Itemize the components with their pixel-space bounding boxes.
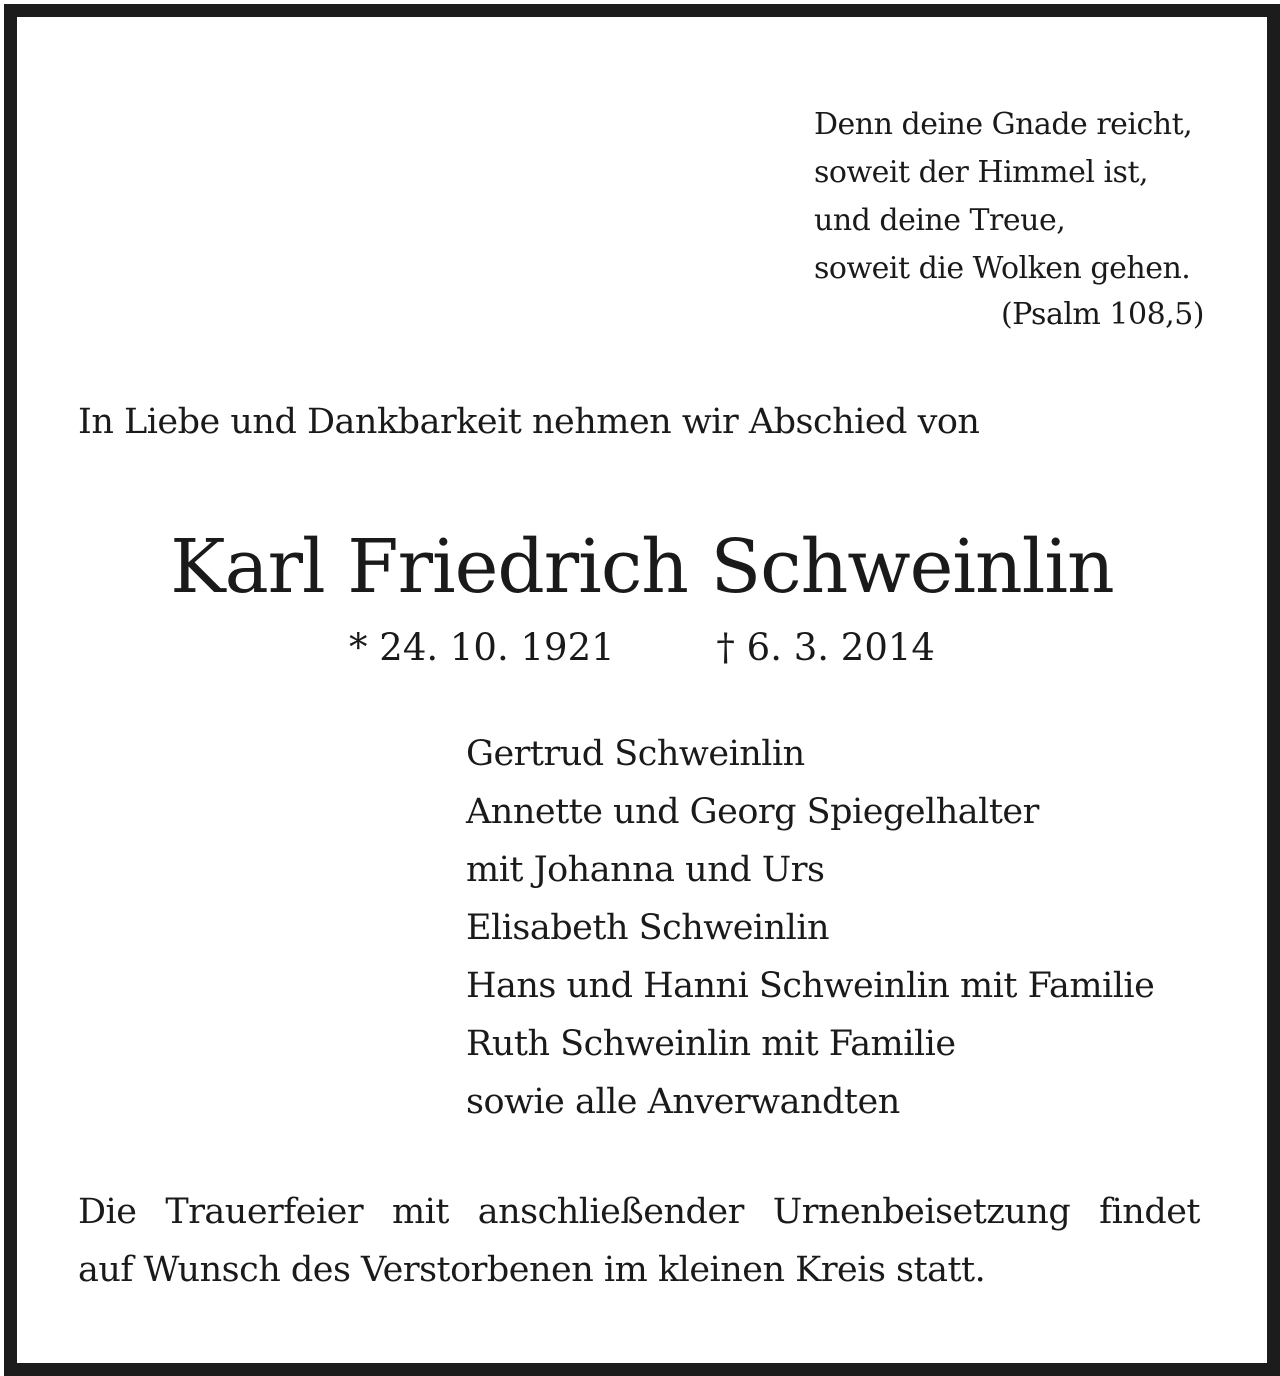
birth-date: * 24. 10. 1921	[349, 626, 615, 669]
mourner-entry: mit Johanna und Urs	[466, 850, 825, 890]
verse-line: Denn deine Gnade reicht,	[814, 107, 1193, 142]
farewell-intro: In Liebe und Dankbarkeit nehmen wir Abschied von	[78, 402, 980, 442]
deceased-name: Karl Friedrich Schweinlin	[170, 524, 1114, 610]
notice-line: auf Wunsch des Verstorbenen im kleinen Kreis statt.	[78, 1250, 986, 1290]
mourner-entry: Annette und Georg Spiegelhalter	[466, 792, 1039, 832]
verse-line: soweit der Himmel ist,	[814, 155, 1149, 190]
bible-verse	[814, 101, 1204, 337]
verse-line: soweit die Wolken gehen.	[814, 251, 1191, 286]
obituary-frame	[4, 4, 1280, 1376]
mourner-entry: Hans und Hanni Schweinlin mit Familie	[466, 966, 1155, 1006]
verse-line: und deine Treue,	[814, 203, 1066, 238]
notice-line: Die Trauerfeier mit anschließender Urnenbeisetzung findet	[78, 1192, 1200, 1232]
mourners-list	[466, 725, 1154, 1131]
mourner-entry: Ruth Schweinlin mit Familie	[466, 1024, 956, 1064]
mourner-entry: Gertrud Schweinlin	[466, 734, 805, 774]
mourner-entry: Elisabeth Schweinlin	[466, 908, 830, 948]
mourner-entry: sowie alle Anverwandten	[466, 1082, 900, 1122]
funeral-notice	[78, 1183, 1200, 1299]
verse-reference: (Psalm 108,5)	[1000, 297, 1204, 332]
death-date: † 6. 3. 2014	[716, 626, 935, 669]
life-dates	[17, 623, 1267, 673]
